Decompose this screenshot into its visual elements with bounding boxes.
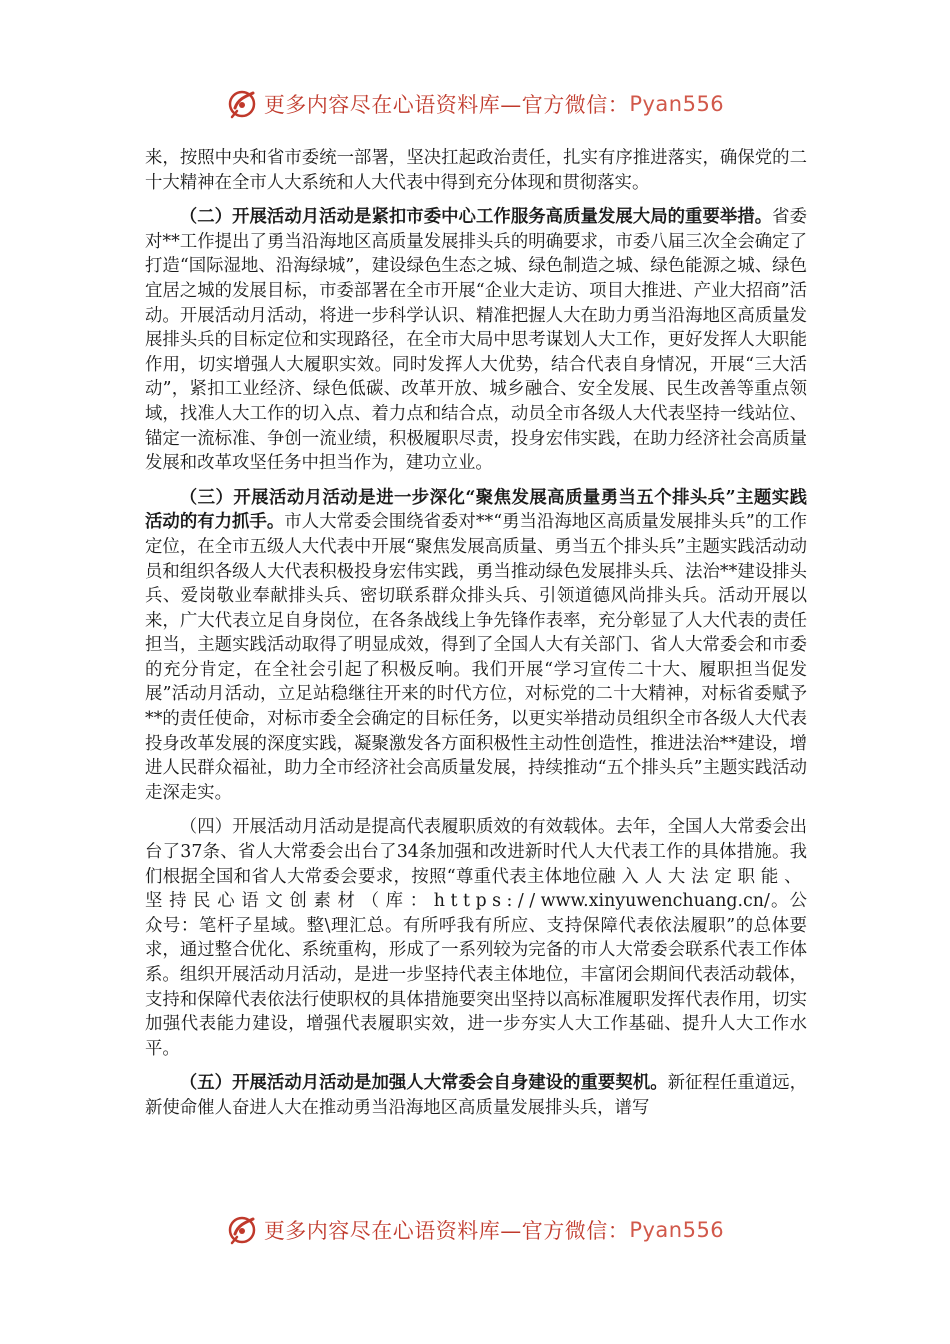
paragraph-5 <box>145 1071 807 1120</box>
header-wechat-id: Pyan556 <box>629 92 725 116</box>
paragraph-2 <box>145 205 807 476</box>
paragraph-4 <box>145 815 807 1061</box>
paragraph-text: 省委对**工作提出了勇当沿海地区高质量发展排头兵的明确要求，市委八届三次全会确定了打造“国际湿地、沿海绿城”，建设绿色生态之城、绿色制造之城、绿色能源之城、绿色宜居之城的发展目标，市委部署在全市开展“企业大走访、项目大推进、产业大招商”活动。开展活动月活动，将进一步科学认识、精准把握人大在助力勇当沿海地区高质量发展排头兵的目标定位和实现路径，在全市大局中思考谋划人大工作，更好发挥人大职能作用，切实增强人大履职实效。同时发挥人大优势，结合代表自身情况，开展“三大活动”，紧扣工业经济、绿色低碳、改革开放、城乡融合、安全发展、民生改善等重点领域，找准人大工作的切入点、着力点和结合点，动员全市各级人大代表坚持一线站位、锚定一流标准、争创一流业绩，积极履职尽责，投身宏伟实践，在助力经济社会高质量发展和改革攻坚任务中担当作为，建功立业。 <box>145 207 807 474</box>
paragraph-heading: （五）开展活动月活动是加强人大常委会自身建设的重要契机。 <box>179 1073 668 1094</box>
paragraph-text: 来，按照中央和省市委统一部署，坚决扛起政治责任，扎实有序推进落实，确保党的二十大精神在全市人大系统和人大代表中得到充分体现和贯彻落实。 <box>145 148 807 193</box>
footer-wechat-id: Pyan556 <box>629 1218 725 1242</box>
paragraph-text: （四）开展活动月活动是提高代表履职质效的有效载体。去年，全国人大常委会出台了37条、省人大常委会出台了34条加强和改进新时代人大代表工作的具体措施。我们根据全国和省人大常委会要求，按照“尊重代表主体地位 <box>145 817 807 887</box>
brush-logo-icon <box>226 1213 260 1247</box>
paragraph-text-spaced: 融入人大法定职能、坚持民心语文创素材（库：https:// <box>145 866 807 912</box>
header-banner <box>0 84 950 124</box>
paragraph-heading: （二）开展活动月活动是紧扣市委中心工作服务高质量发展大局的重要举措。 <box>179 207 773 228</box>
paragraph-text: 市人大常委会围绕省委对**“勇当沿海地区高质量发展排头兵”的工作定位，在全市五级人大代表中开展“聚焦发展高质量、勇当五个排头兵”主题实践活动动员和组织各级人大代表积极投身宏伟实践，勇当推动绿色发展排头兵、法治**建设排头兵、爱岗敬业奉献排头兵、密切联系群众排头兵、引领道德风尚排头兵。活动开展以来，广大代表立足自身岗位，在各条战线上争先锋作表率，充分彰显了人大代表的责任担当，主题实践活动取得了明显成效，得到了全国人大有关部门、省人大常委会和市委的充分肯定，在全社会引起了积极反响。我们开展“学习宣传二十大、履职担当促发展”活动月活动，立足站稳继往开来的时代方位，对标党的二十大精神，对标省委赋予**的责任使命，对标市委全会确定的目标任务，以更实举措动员组织全市各级人大代表投身改革发展的深度实践，凝聚激发各方面积极性主动性创造性，推进法治**建设，增进人民群众福祉，助力全市经济社会高质量发展，持续推动“五个排头兵”主题实践活动走深走实。 <box>145 512 807 803</box>
footer-banner <box>0 1210 950 1250</box>
paragraph-text: www.xinyuwenchuang.cn/。公众号：笔杆子星域。整\理汇总。有所呼我有所应、支持保障代表依法履职”的总体要求，通过整合优化、系统重构，形成了一系列较为完备的市人大常委会联系代表工作体系。组织开展活动月活动，是进一步坚持代表主体地位，丰富闭会期间代表活动载体，支持和保障代表依法行使职权的具体措施要突出坚持以高标准履职发挥代表作用，切实加强代表能力建设，增强代表履职实效，进一步夯实人大工作基础、提升人大工作水平。 <box>145 891 807 1059</box>
paragraph-continuation <box>145 146 807 195</box>
paragraph-heading: （三）开展活动月活动是进一步深化“聚焦发展高质量勇当五个排头兵”主题实践活动的有力抓手。 <box>145 487 807 533</box>
header-banner-text: 更多内容尽在心语资料库—官方微信： <box>263 93 630 117</box>
paragraph-text: 新征程任重道远，新使命催人奋进人大在推动勇当沿海地区高质量发展排头兵，谱写 <box>145 1073 807 1118</box>
brush-logo-icon <box>226 87 260 121</box>
footer-banner-text: 更多内容尽在心语资料库—官方微信： <box>263 1219 630 1243</box>
document-body <box>145 146 807 1131</box>
paragraph-3 <box>145 486 807 806</box>
